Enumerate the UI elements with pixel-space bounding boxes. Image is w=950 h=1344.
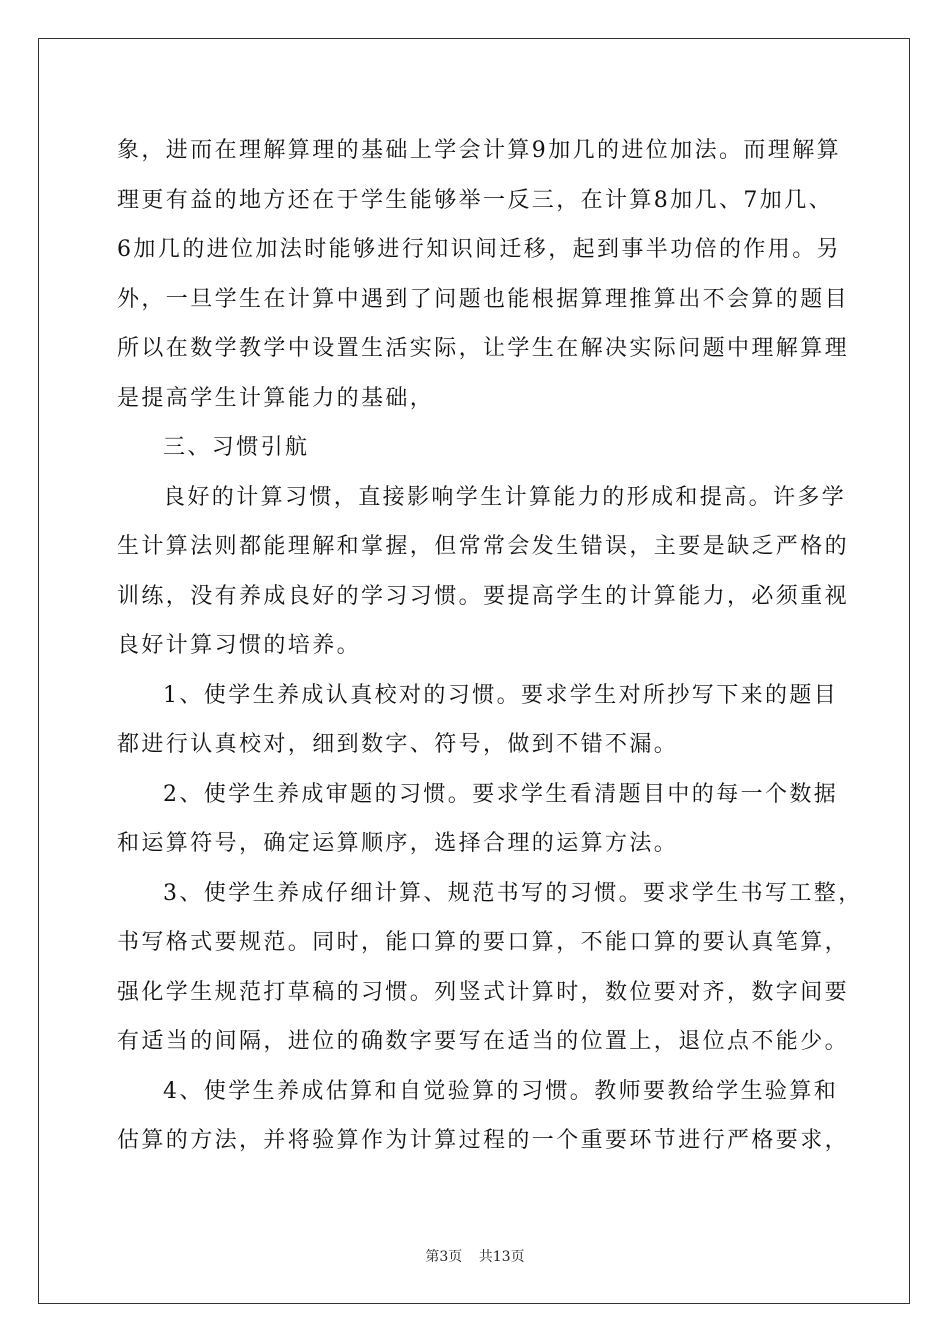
text-line: 都进行认真校对，细到数字、符号，做到不错不漏。 <box>117 732 679 757</box>
text-line: 良好的计算习惯，直接影响学生计算能力的形成和提高。许多学 <box>163 484 847 510</box>
text-line: 外，一旦学生在计算中遇到了问题也能根据算理推算出不会算的题目 <box>117 286 850 312</box>
text-line: 象，进而在理解算理的基础上学会计算9加几的进位加法。而理解算 <box>117 138 841 163</box>
text-line: 估算的方法，并将验算作为计算过程的一个重要环节进行严格要求， <box>117 1128 850 1153</box>
text-line: 所以在数学教学中设置生活实际，让学生在解决实际问题中理解算理 <box>117 336 850 361</box>
text-line: 书写格式要规范。同时，能口算的要口算，不能口算的要认真笔算， <box>117 930 850 955</box>
document-body <box>117 126 863 1166</box>
text-line: 是提高学生计算能力的基础， <box>117 385 435 411</box>
text-line: 3、使学生养成仔细计算、规范书写的习惯。要求学生书写工整， <box>163 880 863 906</box>
text-line: 强化学生规范打草稿的习惯。列竖式计算时，数位要对齐，数字间要 <box>117 979 850 1005</box>
page-number: 第3页 <box>425 1249 463 1265</box>
text-line: 良好计算习惯的培养。 <box>117 633 362 658</box>
text-line: 1、使学生养成认真校对的习惯。要求学生对所抄写下来的题目 <box>163 682 839 708</box>
text-line: 生计算法则都能理解和掌握，但常常会发生错误，主要是缺乏严格的 <box>117 534 850 559</box>
text-line: 和运算符号，确定运算顺序，选择合理的运算方法。 <box>117 831 679 856</box>
text-line: 2、使学生养成审题的习惯。要求学生看清题目中的每一个数据 <box>163 781 839 807</box>
text-line: 有适当的间隔，进位的确数字要写在适当的位置上，退位点不能少。 <box>117 1029 850 1054</box>
text-line: 训练，没有养成良好的学习习惯。要提高学生的计算能力，必须重视 <box>117 583 850 609</box>
section-heading: 三、习惯引航 <box>163 435 310 460</box>
total-pages: 共13页 <box>478 1249 525 1265</box>
page-footer <box>0 1246 950 1266</box>
text-line: 理更有益的地方还在于学生能够举一反三，在计算8加几、7加几、 <box>117 187 833 213</box>
text-line: 4、使学生养成估算和自觉验算的习惯。教师要教给学生验算和 <box>163 1078 839 1104</box>
text-line: 6加几的进位加法时能够进行知识间迁移，起到事半功倍的作用。另 <box>117 237 841 262</box>
